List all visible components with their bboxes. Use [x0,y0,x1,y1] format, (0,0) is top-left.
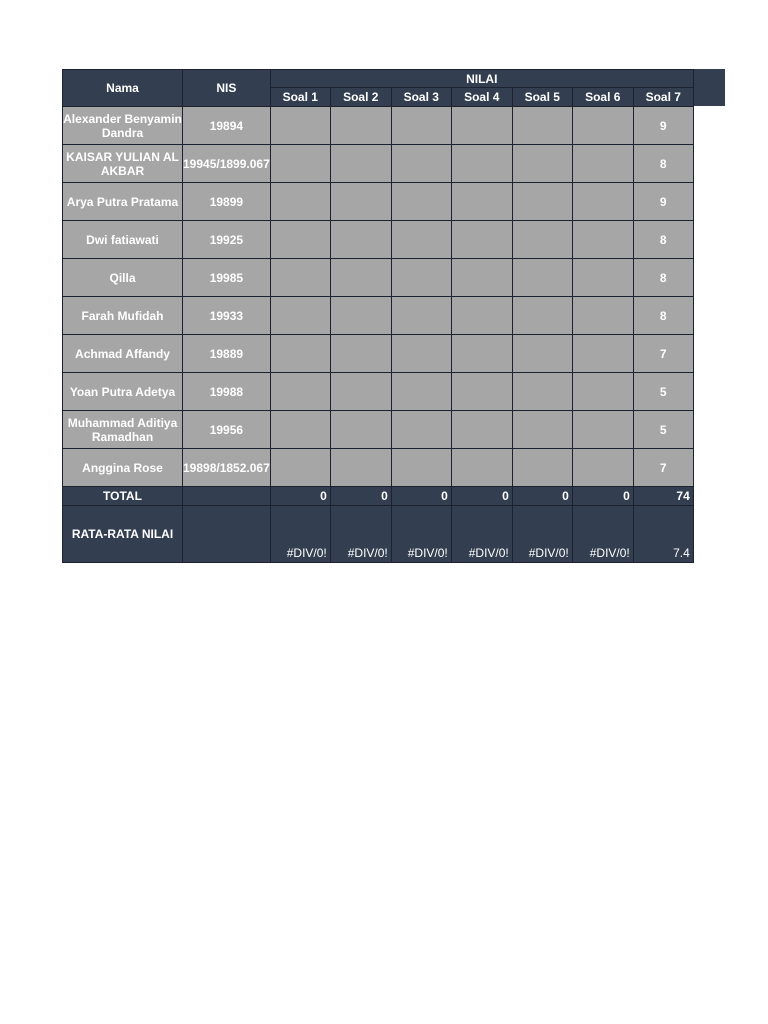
header-soal-7: Soal 7 [633,88,693,107]
average-soal-4: #DIV/0! [451,506,512,563]
student-name: Qilla [63,259,183,297]
score-soal-6 [572,449,633,487]
student-name: Arya Putra Pratama [63,183,183,221]
score-soal-2 [330,145,391,183]
score-soal-4 [451,259,512,297]
score-soal-7: 7 [633,449,693,487]
score-soal-2 [330,259,391,297]
total-soal-7: 74 [633,487,693,506]
student-nis: 19945/1899.067 [183,145,271,183]
score-soal-5 [512,449,572,487]
grade-sheet [62,69,694,563]
average-soal-6: #DIV/0! [572,506,633,563]
student-nis: 19899 [183,183,271,221]
total-soal-1: 0 [270,487,330,506]
score-soal-6 [572,183,633,221]
grade-table [62,69,694,563]
score-soal-1 [270,221,330,259]
score-soal-2 [330,107,391,145]
score-soal-1 [270,183,330,221]
score-soal-3 [391,107,451,145]
student-row [63,183,694,221]
score-soal-6 [572,411,633,449]
header-soal-4: Soal 4 [451,88,512,107]
student-name: Farah Mufidah [63,297,183,335]
student-row [63,107,694,145]
score-soal-4 [451,183,512,221]
score-soal-6 [572,335,633,373]
score-soal-3 [391,221,451,259]
average-soal-7: 7.4 [633,506,693,563]
student-row [63,259,694,297]
score-soal-2 [330,335,391,373]
student-nis: 19985 [183,259,271,297]
student-name: KAISAR YULIAN AL AKBAR [63,145,183,183]
header-nilai: NILAI [270,70,693,88]
total-soal-6: 0 [572,487,633,506]
student-name: Achmad Affandy [63,335,183,373]
average-soal-5: #DIV/0! [512,506,572,563]
score-soal-7: 5 [633,373,693,411]
score-soal-1 [270,297,330,335]
student-nis: 19956 [183,411,271,449]
score-soal-6 [572,259,633,297]
student-row [63,373,694,411]
student-nis: 19889 [183,335,271,373]
score-soal-4 [451,373,512,411]
score-soal-5 [512,411,572,449]
student-row [63,449,694,487]
score-soal-4 [451,449,512,487]
score-soal-2 [330,449,391,487]
score-soal-7: 7 [633,335,693,373]
score-soal-2 [330,411,391,449]
score-soal-6 [572,221,633,259]
student-row [63,145,694,183]
score-soal-5 [512,373,572,411]
total-row [63,487,694,506]
score-soal-6 [572,373,633,411]
header-nama: Nama [63,70,183,107]
score-soal-3 [391,373,451,411]
score-soal-5 [512,335,572,373]
student-nis: 19898/1852.067 [183,449,271,487]
score-soal-3 [391,449,451,487]
score-soal-3 [391,259,451,297]
score-soal-7: 8 [633,221,693,259]
score-soal-4 [451,411,512,449]
total-soal-5: 0 [512,487,572,506]
score-soal-2 [330,373,391,411]
score-soal-5 [512,145,572,183]
student-name: Yoan Putra Adetya [63,373,183,411]
header-soal-6: Soal 6 [572,88,633,107]
total-soal-4: 0 [451,487,512,506]
score-soal-6 [572,145,633,183]
average-label: RATA-RATA NILAI [63,506,183,563]
student-nis: 19933 [183,297,271,335]
score-soal-7: 8 [633,297,693,335]
score-soal-5 [512,183,572,221]
score-soal-5 [512,221,572,259]
student-nis: 19988 [183,373,271,411]
score-soal-5 [512,107,572,145]
score-soal-1 [270,145,330,183]
score-soal-5 [512,297,572,335]
score-soal-3 [391,297,451,335]
score-soal-5 [512,259,572,297]
header-soal-5: Soal 5 [512,88,572,107]
student-nis: 19925 [183,221,271,259]
student-name: Alexander Benyamin Dandra [63,107,183,145]
score-soal-4 [451,335,512,373]
score-soal-1 [270,449,330,487]
average-row [63,506,694,563]
score-soal-7: 9 [633,107,693,145]
score-soal-3 [391,183,451,221]
score-soal-7: 8 [633,259,693,297]
score-soal-3 [391,335,451,373]
score-soal-7: 5 [633,411,693,449]
average-soal-3: #DIV/0! [391,506,451,563]
score-soal-1 [270,373,330,411]
score-soal-1 [270,411,330,449]
score-soal-1 [270,259,330,297]
score-soal-3 [391,411,451,449]
total-soal-2: 0 [330,487,391,506]
total-nis-cell [183,487,271,506]
total-soal-3: 0 [391,487,451,506]
total-label: TOTAL [63,487,183,506]
student-row [63,297,694,335]
score-soal-2 [330,221,391,259]
student-name: Muhammad Aditiya Ramadhan [63,411,183,449]
average-nis-cell [183,506,271,563]
score-soal-4 [451,297,512,335]
header-nis: NIS [183,70,271,107]
score-soal-6 [572,107,633,145]
score-soal-4 [451,221,512,259]
student-row [63,335,694,373]
score-soal-6 [572,297,633,335]
header-soal-3: Soal 3 [391,88,451,107]
student-nis: 19894 [183,107,271,145]
score-soal-7: 8 [633,145,693,183]
header-soal-1: Soal 1 [270,88,330,107]
student-row [63,221,694,259]
score-soal-3 [391,145,451,183]
score-soal-4 [451,145,512,183]
score-soal-7: 9 [633,183,693,221]
score-soal-2 [330,297,391,335]
student-name: Anggina Rose [63,449,183,487]
score-soal-2 [330,183,391,221]
score-soal-1 [270,335,330,373]
score-soal-1 [270,107,330,145]
average-soal-2: #DIV/0! [330,506,391,563]
student-name: Dwi fatiawati [63,221,183,259]
score-soal-4 [451,107,512,145]
average-soal-1: #DIV/0! [270,506,330,563]
student-rows [63,107,694,487]
header-soal-2: Soal 2 [330,88,391,107]
student-row [63,411,694,449]
